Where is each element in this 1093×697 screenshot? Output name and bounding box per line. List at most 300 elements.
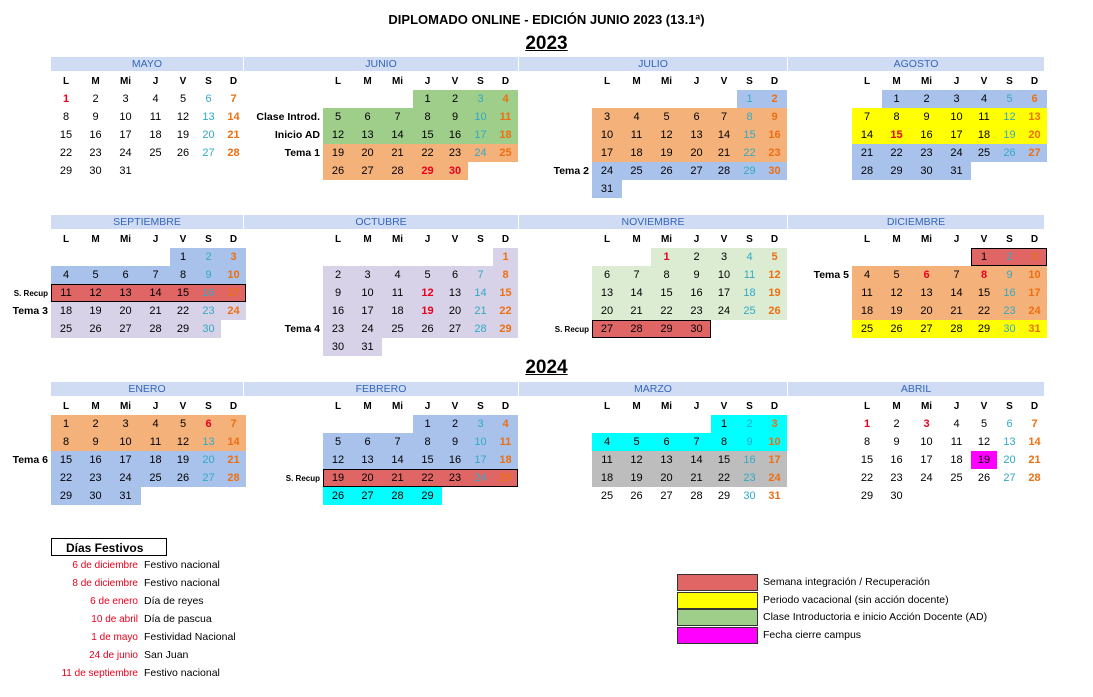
day-noviembre-26: 26 (762, 302, 787, 320)
day-abril-19: 19 (971, 451, 997, 469)
weekday-label: S (205, 401, 212, 412)
weekday-label: D (501, 76, 510, 87)
day-diciembre-22: 22 (971, 302, 997, 320)
day-agosto-5: 5 (997, 90, 1022, 108)
row-label: Tema 1 (284, 147, 320, 159)
day-septiembre-22: 22 (170, 302, 196, 320)
day-diciembre-20: 20 (911, 302, 942, 320)
day-agosto-31: 31 (942, 162, 971, 180)
day-julio-7: 7 (711, 108, 737, 126)
month-header-octubre: OCTUBRE (244, 215, 518, 229)
day-marzo-31: 31 (768, 490, 781, 502)
day-julio-5: 5 (651, 108, 682, 126)
day-julio-1: 1 (737, 90, 762, 108)
weekday-label: M (892, 401, 901, 412)
year-2024-heading: 2024 (525, 357, 568, 378)
day-octubre-10: 10 (353, 284, 382, 302)
day-septiembre-14: 14 (141, 284, 170, 302)
day-enero-12: 12 (170, 433, 196, 451)
day-octubre-29: 29 (493, 320, 518, 338)
day-abril-10: 10 (920, 436, 933, 448)
weekday-label: J (424, 76, 431, 87)
day-diciembre-8: 8 (971, 266, 997, 284)
day-septiembre-17: 17 (221, 284, 246, 302)
day-abril-11: 11 (950, 436, 963, 448)
day-diciembre-4: 4 (852, 266, 882, 284)
day-agosto-24: 24 (942, 144, 971, 162)
legend-label: Clase Introductoria e inicio Acción Docente (AD) (763, 611, 988, 623)
day-marzo-24: 24 (762, 469, 787, 487)
day-junio-10: 10 (468, 108, 493, 126)
weekday-label: V (720, 401, 728, 412)
row-label: Clase Introd. (256, 111, 320, 123)
day-diciembre-15: 15 (971, 284, 997, 302)
day-enero-8: 8 (51, 433, 81, 451)
day-marzo-15: 15 (711, 451, 737, 469)
weekday-label: J (693, 234, 700, 245)
day-enero-9: 9 (81, 433, 110, 451)
day-diciembre-23: 23 (997, 302, 1022, 320)
day-julio-2: 2 (762, 90, 787, 108)
weekday-label: S (1006, 401, 1013, 412)
day-septiembre-20: 20 (110, 302, 141, 320)
month-header-mayo: MAYO (51, 57, 243, 71)
day-julio-9: 9 (762, 108, 787, 126)
day-febrero-20: 20 (353, 469, 382, 487)
weekday-label: D (770, 401, 779, 412)
day-diciembre-26: 26 (882, 320, 911, 338)
weekday-label: Mi (119, 401, 132, 412)
day-febrero-23: 23 (442, 469, 468, 487)
day-junio-16: 16 (442, 126, 468, 144)
day-septiembre-30: 30 (196, 320, 221, 338)
day-agosto-17: 17 (942, 126, 971, 144)
weekday-label: M (363, 234, 372, 245)
day-febrero-28: 28 (382, 487, 413, 505)
day-abril-30: 30 (890, 490, 903, 502)
month-header-agosto: AGOSTO (788, 57, 1044, 71)
weekday-label: Mi (119, 76, 132, 87)
day-julio-24: 24 (592, 162, 622, 180)
day-julio-27: 27 (682, 162, 711, 180)
day-diciembre-28: 28 (942, 320, 971, 338)
recup-week-box (51, 284, 246, 302)
day-diciembre-30: 30 (997, 320, 1022, 338)
day-abril-6: 6 (1006, 418, 1013, 430)
day-julio-15: 15 (737, 126, 762, 144)
weekday-label: L (603, 401, 611, 412)
day-diciembre-6: 6 (911, 266, 942, 284)
day-abril-1: 1 (863, 418, 871, 430)
day-agosto-16: 16 (911, 126, 942, 144)
weekday-label: L (62, 401, 70, 412)
day-abril-29: 29 (860, 490, 874, 502)
weekday-label: Mi (920, 234, 933, 245)
day-abril-23: 23 (890, 472, 903, 484)
day-junio-30: 30 (442, 162, 468, 180)
day-julio-12: 12 (651, 126, 682, 144)
day-octubre-3: 3 (353, 266, 382, 284)
day-octubre-14: 14 (468, 284, 493, 302)
day-julio-18: 18 (622, 144, 651, 162)
day-julio-30: 30 (762, 162, 787, 180)
day-mayo-31: 31 (119, 165, 132, 177)
weekday-label: S (746, 76, 753, 87)
day-noviembre-27: 27 (592, 320, 622, 338)
day-agosto-11: 11 (971, 108, 997, 126)
day-enero-10: 10 (110, 433, 141, 451)
day-abril-25: 25 (950, 472, 963, 484)
weekday-label: Mi (391, 76, 404, 87)
day-marzo-8: 8 (711, 433, 737, 451)
legend-label: Semana integración / Recuperación (763, 576, 930, 588)
day-abril-16: 16 (890, 454, 903, 466)
weekday-label: S (205, 234, 212, 245)
weekday-label: V (980, 234, 988, 245)
weekday-label: D (1030, 234, 1039, 245)
day-noviembre-22: 22 (651, 302, 682, 320)
festivo-name: Festivo nacional (144, 577, 220, 589)
day-febrero-14: 14 (382, 451, 413, 469)
day-marzo-19: 19 (622, 469, 651, 487)
day-abril-24: 24 (920, 472, 933, 484)
day-febrero-4: 4 (493, 415, 518, 433)
document-title: DIPLOMADO ONLINE - EDICIÓN JUNIO 2023 (13.1ª) (388, 12, 705, 27)
day-marzo-28: 28 (690, 490, 703, 502)
day-septiembre-26: 26 (81, 320, 110, 338)
day-enero-4: 4 (141, 415, 170, 433)
month-header-junio: JUNIO (244, 57, 518, 71)
day-diciembre-2: 2 (997, 248, 1022, 266)
day-noviembre-12: 12 (762, 266, 787, 284)
day-abril-26: 26 (977, 472, 991, 484)
row-label: S. Recup (13, 289, 48, 298)
weekday-label: L (334, 401, 342, 412)
day-septiembre-24: 24 (221, 302, 246, 320)
day-febrero-10: 10 (468, 433, 493, 451)
day-marzo-23: 23 (737, 469, 762, 487)
day-diciembre-24: 24 (1022, 302, 1047, 320)
day-febrero-26: 26 (323, 487, 353, 505)
weekday-label: J (424, 401, 431, 412)
day-agosto-19: 19 (997, 126, 1022, 144)
day-junio-8: 8 (413, 108, 442, 126)
day-junio-26: 26 (323, 162, 353, 180)
weekday-label: L (334, 234, 342, 245)
weekday-label: D (501, 234, 510, 245)
day-abril-15: 15 (860, 454, 874, 466)
day-agosto-30: 30 (911, 162, 942, 180)
day-octubre-30: 30 (323, 338, 353, 356)
day-diciembre-10: 10 (1022, 266, 1047, 284)
row-label: Tema 4 (284, 323, 320, 335)
day-junio-11: 11 (493, 108, 518, 126)
day-agosto-22: 22 (882, 144, 911, 162)
day-diciembre-27: 27 (911, 320, 942, 338)
day-agosto-1: 1 (882, 90, 911, 108)
legend-swatch (677, 609, 758, 626)
day-julio-29: 29 (737, 162, 762, 180)
weekday-label: S (477, 234, 484, 245)
month-header-febrero: FEBRERO (244, 382, 518, 396)
weekday-label: M (632, 76, 641, 87)
weekday-label: Mi (920, 76, 933, 87)
day-mayo-16: 16 (89, 129, 102, 141)
day-septiembre-5: 5 (81, 266, 110, 284)
weekday-label: L (863, 234, 871, 245)
weekday-label: J (424, 234, 431, 245)
day-agosto-9: 9 (911, 108, 942, 126)
day-noviembre-30: 30 (682, 320, 711, 338)
day-octubre-24: 24 (353, 320, 382, 338)
day-diciembre-11: 11 (852, 284, 882, 302)
weekday-label: J (953, 234, 960, 245)
weekday-label: Mi (391, 234, 404, 245)
weekday-label: V (980, 401, 988, 412)
day-julio-13: 13 (682, 126, 711, 144)
day-junio-29: 29 (413, 162, 442, 180)
day-enero-6: 6 (196, 415, 221, 433)
day-agosto-4: 4 (971, 90, 997, 108)
day-noviembre-9: 9 (682, 266, 711, 284)
day-mayo-7: 7 (230, 93, 237, 105)
day-octubre-16: 16 (323, 302, 353, 320)
day-mayo-22: 22 (59, 147, 73, 159)
day-octubre-31: 31 (353, 338, 382, 356)
day-enero-13: 13 (196, 433, 221, 451)
day-febrero-29: 29 (413, 487, 442, 505)
day-mayo-18: 18 (149, 129, 162, 141)
day-junio-18: 18 (493, 126, 518, 144)
day-enero-27: 27 (196, 469, 221, 487)
day-octubre-4: 4 (382, 266, 413, 284)
day-julio-19: 19 (651, 144, 682, 162)
legend-label: Fecha cierre campus (763, 628, 862, 641)
row-label: Tema 3 (12, 305, 48, 317)
day-febrero-15: 15 (413, 451, 442, 469)
row-label: Tema 6 (12, 454, 48, 466)
festivo-name: Festividad Nacional (144, 631, 236, 643)
weekday-label: J (693, 401, 700, 412)
day-marzo-30: 30 (743, 490, 756, 502)
weekday-label: J (152, 401, 159, 412)
weekday-label: S (205, 76, 212, 87)
day-septiembre-6: 6 (110, 266, 141, 284)
day-abril-8: 8 (863, 436, 871, 448)
day-junio-4: 4 (493, 90, 518, 108)
day-marzo-29: 29 (717, 490, 731, 502)
weekday-label: M (363, 401, 372, 412)
day-julio-23: 23 (762, 144, 787, 162)
day-febrero-3: 3 (468, 415, 493, 433)
day-mayo-1: 1 (62, 93, 70, 105)
day-agosto-26: 26 (997, 144, 1022, 162)
weekday-label: M (632, 401, 641, 412)
weekday-label: D (1030, 76, 1039, 87)
festivo-name: Festivo nacional (144, 667, 220, 679)
day-julio-21: 21 (711, 144, 737, 162)
legend-swatch (677, 627, 758, 644)
day-marzo-1: 1 (711, 415, 737, 433)
day-mayo-4: 4 (152, 93, 159, 105)
day-enero-24: 24 (110, 469, 141, 487)
row-label: S. Recup (554, 325, 589, 334)
day-abril-3: 3 (923, 418, 930, 430)
day-noviembre-24: 24 (711, 302, 737, 320)
festivo-date: 24 de junio (89, 650, 138, 661)
day-septiembre-16: 16 (196, 284, 221, 302)
row-label: Tema 2 (553, 165, 589, 177)
day-agosto-13: 13 (1022, 108, 1047, 126)
festivo-name: Día de pascua (144, 613, 212, 625)
day-mayo-2: 2 (92, 93, 99, 105)
day-octubre-9: 9 (323, 284, 353, 302)
day-agosto-14: 14 (852, 126, 882, 144)
weekday-label: S (1006, 76, 1013, 87)
weekday-label: J (693, 76, 700, 87)
day-julio-8: 8 (737, 108, 762, 126)
weekday-label: D (770, 234, 779, 245)
day-noviembre-6: 6 (592, 266, 622, 284)
day-febrero-8: 8 (413, 433, 442, 451)
recup-week-box (323, 469, 518, 487)
day-julio-3: 3 (592, 108, 622, 126)
day-marzo-14: 14 (682, 451, 711, 469)
day-julio-22: 22 (737, 144, 762, 162)
day-abril-28: 28 (1028, 472, 1041, 484)
day-febrero-5: 5 (323, 433, 353, 451)
day-noviembre-1: 1 (651, 248, 682, 266)
day-febrero-7: 7 (382, 433, 413, 451)
day-mayo-26: 26 (176, 147, 190, 159)
weekday-label: D (1030, 401, 1039, 412)
day-noviembre-17: 17 (711, 284, 737, 302)
day-diciembre-5: 5 (882, 266, 911, 284)
day-noviembre-5: 5 (762, 248, 787, 266)
day-marzo-21: 21 (682, 469, 711, 487)
weekday-label: V (179, 76, 187, 87)
day-abril-7: 7 (1031, 418, 1038, 430)
day-noviembre-16: 16 (682, 284, 711, 302)
day-julio-25: 25 (622, 162, 651, 180)
day-junio-6: 6 (353, 108, 382, 126)
day-febrero-24: 24 (468, 469, 493, 487)
festivo-date: 6 de diciembre (72, 560, 138, 571)
day-marzo-27: 27 (660, 490, 673, 502)
day-febrero-16: 16 (442, 451, 468, 469)
weekday-label: Mi (119, 234, 132, 245)
weekday-label: L (62, 76, 70, 87)
festivo-date: 1 de mayo (91, 632, 138, 643)
legend-swatch (677, 592, 758, 609)
day-marzo-13: 13 (651, 451, 682, 469)
day-octubre-21: 21 (468, 302, 493, 320)
day-febrero-11: 11 (493, 433, 518, 451)
day-agosto-27: 27 (1022, 144, 1047, 162)
day-enero-15: 15 (51, 451, 81, 469)
day-mayo-23: 23 (89, 147, 102, 159)
weekday-label: Mi (391, 401, 404, 412)
weekday-label: V (179, 401, 187, 412)
day-noviembre-8: 8 (651, 266, 682, 284)
day-septiembre-23: 23 (196, 302, 221, 320)
day-agosto-8: 8 (882, 108, 911, 126)
day-septiembre-18: 18 (51, 302, 81, 320)
day-diciembre-14: 14 (942, 284, 971, 302)
day-noviembre-4: 4 (737, 248, 762, 266)
day-enero-11: 11 (141, 433, 170, 451)
day-marzo-20: 20 (651, 469, 682, 487)
weekday-label: S (746, 234, 753, 245)
day-abril-18: 18 (950, 454, 963, 466)
weekday-label: V (980, 76, 988, 87)
day-octubre-27: 27 (442, 320, 468, 338)
month-header-enero: ENERO (51, 382, 243, 396)
day-junio-2: 2 (442, 90, 468, 108)
day-agosto-29: 29 (882, 162, 911, 180)
day-enero-16: 16 (81, 451, 110, 469)
weekday-label: L (603, 234, 611, 245)
day-octubre-1: 1 (493, 248, 518, 266)
day-febrero-1: 1 (413, 415, 442, 433)
day-febrero-13: 13 (353, 451, 382, 469)
month-header-marzo: MARZO (519, 382, 787, 396)
day-septiembre-12: 12 (81, 284, 110, 302)
weekday-label: J (152, 234, 159, 245)
day-enero-5: 5 (170, 415, 196, 433)
day-septiembre-9: 9 (196, 266, 221, 284)
day-febrero-18: 18 (493, 451, 518, 469)
day-junio-3: 3 (468, 90, 493, 108)
day-julio-31: 31 (592, 180, 622, 198)
day-febrero-2: 2 (442, 415, 468, 433)
day-marzo-11: 11 (592, 451, 622, 469)
day-diciembre-9: 9 (997, 266, 1022, 284)
day-enero-28: 28 (221, 469, 246, 487)
weekday-label: J (953, 401, 960, 412)
day-junio-9: 9 (442, 108, 468, 126)
month-header-noviembre: NOVIEMBRE (519, 215, 787, 229)
day-marzo-2: 2 (737, 415, 762, 433)
day-octubre-22: 22 (493, 302, 518, 320)
day-julio-26: 26 (651, 162, 682, 180)
day-noviembre-11: 11 (737, 266, 762, 284)
legend-label: Periodo vacacional (sin acción docente) (763, 593, 949, 606)
day-octubre-2: 2 (323, 266, 353, 284)
day-marzo-26: 26 (630, 490, 643, 502)
day-enero-25: 25 (141, 469, 170, 487)
festivo-name: Festivo nacional (144, 559, 220, 571)
year-2023-heading: 2023 (525, 33, 568, 54)
weekday-label: Mi (920, 401, 933, 412)
day-septiembre-1: 1 (170, 248, 196, 266)
legend-swatch (677, 574, 758, 591)
day-febrero-9: 9 (442, 433, 468, 451)
day-agosto-2: 2 (911, 90, 942, 108)
day-mayo-21: 21 (227, 129, 240, 141)
day-mayo-25: 25 (149, 147, 162, 159)
day-mayo-17: 17 (119, 129, 132, 141)
day-mayo-29: 29 (59, 165, 73, 177)
day-noviembre-20: 20 (592, 302, 622, 320)
day-diciembre-3: 3 (1022, 248, 1047, 266)
day-octubre-18: 18 (382, 302, 413, 320)
weekday-label: M (363, 76, 372, 87)
row-label: S. Recup (285, 474, 320, 483)
weekday-label: M (892, 234, 901, 245)
festivo-date: 10 de abril (91, 614, 138, 625)
weekday-label: J (152, 76, 159, 87)
